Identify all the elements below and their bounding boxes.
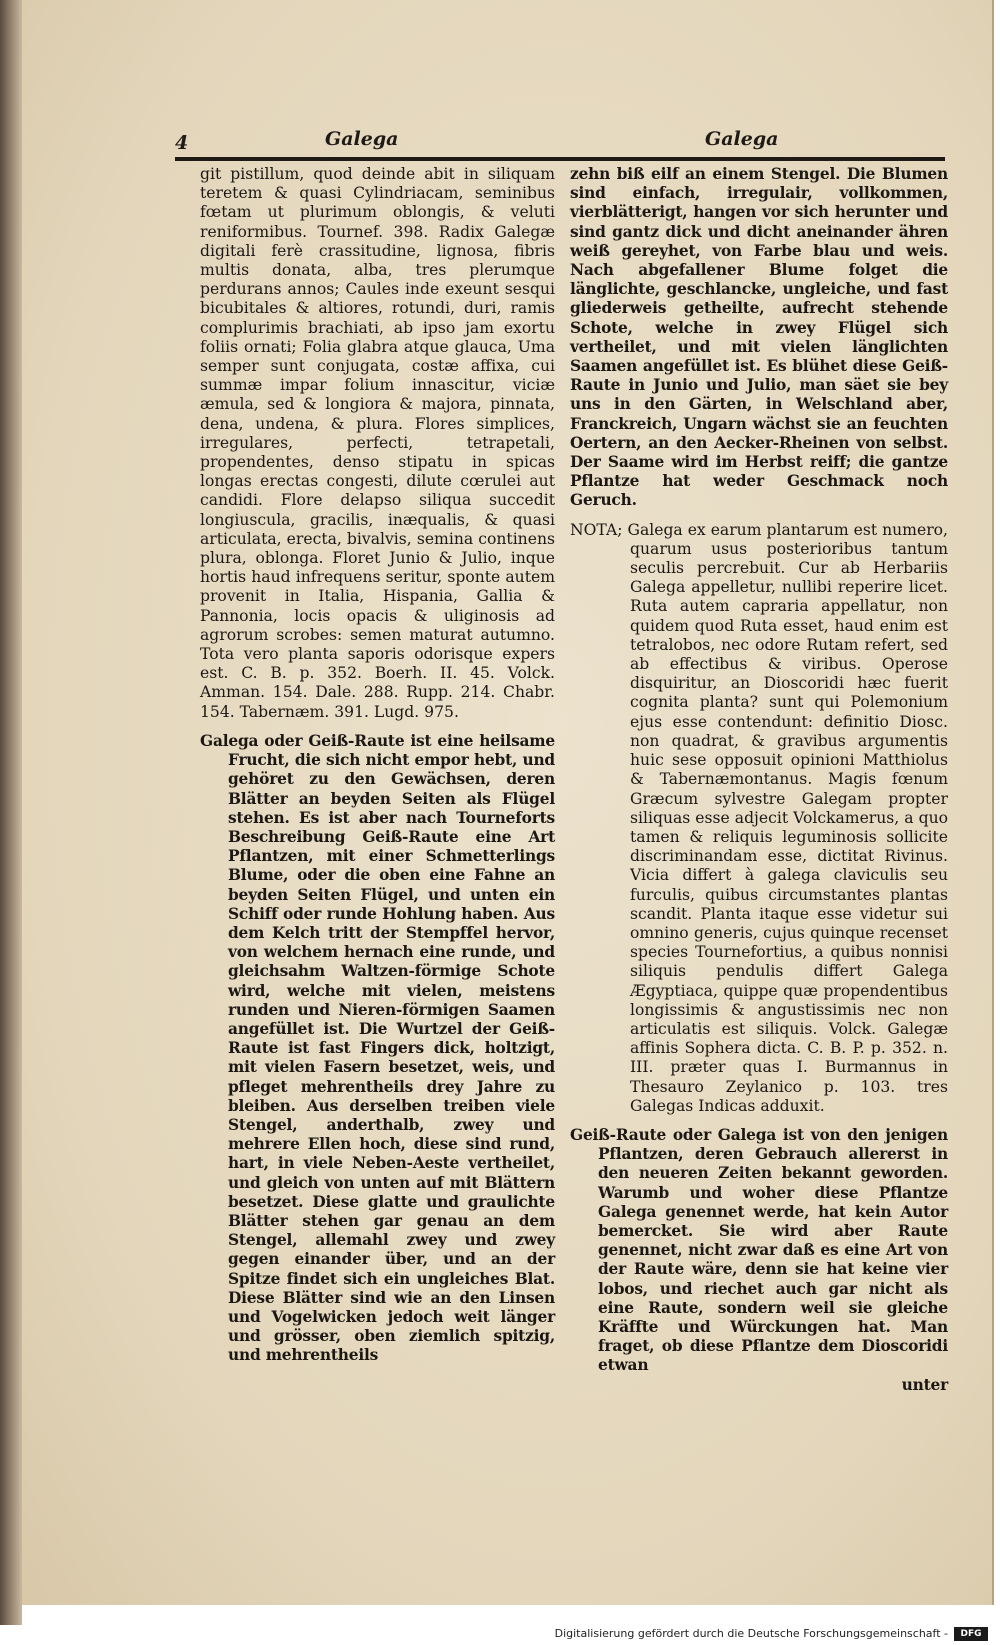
running-head-right: Galega (705, 128, 779, 150)
nota-text: Galega ex earum plantarum est numero, quarum usus posterioribus tantum seculis percrebuit. Cur ab Herbariis Galega appelletur, nullibi reperire licet. Ruta autem capraria appellatur, non quidem quod Ruta esset, haud enim est tetralobos, nec odore Rutam refert, sed ab effectibus & viribus. Operose disquiritur, an Dioscoridi hæc fuerit cognita planta? sunt qui Polemonium ejus esse contendunt: definitio Diosc. non quadrat, & gravibus argumentis huic sese opposuit opinioni Matthiolus & Tabernæmontanus. Magis fœnum Græcum sylvestre Galegam propter siliquas esse adjecit Volckamerus, a quo tamen & reliquis leguminosis sollicite discriminandam esse, dictitat Rivinus. Vicia differt à galega claviculis seu furculis, quibus circumstantes plantas scandit. Planta itaque esse videtur sui omnino generis, cujus quinque recenset species Tournefortius, a quibus nonnisi siliquis pendulis differt Galega Ægyptiaca, quippe quæ propendentibus longissimis & angustissimis nec non articulatis est siliquis. Volck. Galegæ affinis Sophera dicta. C. B. P. p. 352. n. III. præter quas I. Burmannus in Thesauro Zeylanico p. 103. tres Galegas Indicas adduxit. (627, 520, 948, 1115)
page-header (175, 128, 945, 158)
book-spine (0, 0, 22, 1645)
page-number: 4 (175, 132, 189, 154)
catchword: unter (901, 1375, 948, 1394)
nota-label: NOTA; (570, 520, 623, 539)
german-description: Galega oder Geiß-Raute ist eine heilsame Frucht, die sich nicht empor hebt, und gehöret zu den Gewächsen, deren Blätter an beyden Seiten als Flügel stehen. Es ist aber nach Tourneforts Beschreibung Geiß-Raute eine Art Pflantzen, mit einer Schmetterlings Blume, oder die oben eine Fahne an beyden Seiten Flügel, und unten ein Schiff oder runde Hohlung haben. Aus dem Kelch tritt der Stempffel hervor, von welchem hernach eine runde, und gleichsahm Waltzen-förmige Schote wird, welche mit vielen, meistens runden und Nieren-förmigen Saamen angefüllet ist. Die Wurtzel der Geiß-Raute ist fast Fingers dick, holtzigt, mit vielen Fasern besetzet, weis, und pfleget mehrentheils drey Jahre zu bleiben. Aus derselben treiben viele Stengel, anderthalb, zwey und mehrere Ellen hoch, diese sind rund, hart, in viele Neben-Aeste vertheilet, und gleich von unten auf mit Blättern besetzet. Diese glatte und graulichte Blätter stehen gar genau an dem Stengel, allemahl zwey und zwey gegen einander über, und an der Spitze findet sich ein ungleiches Blat. Diese Blätter sind wie an den Linsen und Vogelwicken jedoch weit länger und grösser, oben ziemlich spitzig, und mehrentheils (200, 731, 555, 1365)
header-rule (175, 157, 945, 161)
left-column (200, 165, 555, 1366)
german-continuation: zehn biß eilf an einem Stengel. Die Blumen sind einfach, irregulair, vollkommen, vierblätterigt, hangen vor sich herunter und sind gantz dick und dicht aneinander ähren weiß gereyhet, von Farbe blau und weis. Nach abgefallener Blume folget die länglichte, geschlancke, ungleiche, und fast gliederweis getheilte, aufrecht stehende Schote, welche in zwey Flügel sich vertheilet, und mit vielen länglichten Saamen angefüllet ist. Es blühet diese Geiß-Raute in Junio und Julio, man säet sie bey uns in den Gärten, in Welschland aber, Franckreich, Ungarn wächst sie an feuchten Oertern, an den Aecker-Rheinen von selbst. Der Saame wird im Herbst reiff; die gantze Pflantze hat weder Geschmack noch Geruch. (570, 165, 948, 510)
nota-paragraph (570, 521, 948, 1116)
german-final-paragraph: Geiß-Raute oder Galega ist von den jenigen Pflantzen, deren Gebrauch allererst in den neueren Zeiten bekannt geworden. Warumb und woher diese Pflantze Galega genennet werde, hat kein Autor bemercket. Sie wird aber Raute genennet, nicht zwar daß es eine Art von der Raute wäre, denn sie hat keine vier lobos, und riechet auch gar nicht als eine Raute, sondern weil sie gleiche Kräffte und Würckungen hat. Man fraget, ob diese Pflantze dem Dioscoridi etwan (570, 1125, 948, 1375)
latin-description: git pistillum, quod deinde abit in siliquam teretem & quasi Cylindriacam, seminibus fœtam ut plurimum oblongis, & veluti reniformibus. Tournef. 398. Radix Galegæ digitali ferè crassitudine, lignosa, fibris multis donata, alba, tres plerumque perdurans annos; Caules inde exeunt sesqui bicubitales & altiores, rotundi, duri, ramis complurimis brachiati, ab ipso jam exortu foliis ornati; Folia glabra atque glauca, Uma semper sunt conjugata, costæ affixa, cui summæ impar folium innascitur, viciæ æmula, sed & longiora & majora, pinnata, dena, undena, & plura. Flores simplices, irregulares, perfecti, tetrapetali, propendentes, denso stipatu in spicas longas erectas congesti, dilute cœrulei aut candidi. Flore delapso siliqua succedit longiuscula, gracilis, inæqualis, & quasi articulata, erecta, bivalvis, semina continens plura, oblonga. Floret Junio & Julio, inque hortis haud infrequens seritur, sponte autem provenit in Italia, Hispania, Gallia & Pannonia, locis opacis & uliginosis ad agrorum scrobes: semen maturat autumno. Tota vero planta saporis odorisque expers est. C. B. p. 352. Boerh. II. 45. Volck. Amman. 154. Dale. 288. Rupp. 214. Chabr. 154. Tabernæm. 391. Lugd. 975. (200, 165, 555, 721)
dfg-logo: DFG (954, 1627, 988, 1641)
footer-bar (0, 1625, 1000, 1645)
running-head-left: Galega (325, 128, 399, 150)
digitization-credit: Digitalisierung gefördert durch die Deutsche Forschungsgemeinschaft - (554, 1627, 948, 1640)
right-column (570, 165, 948, 1395)
